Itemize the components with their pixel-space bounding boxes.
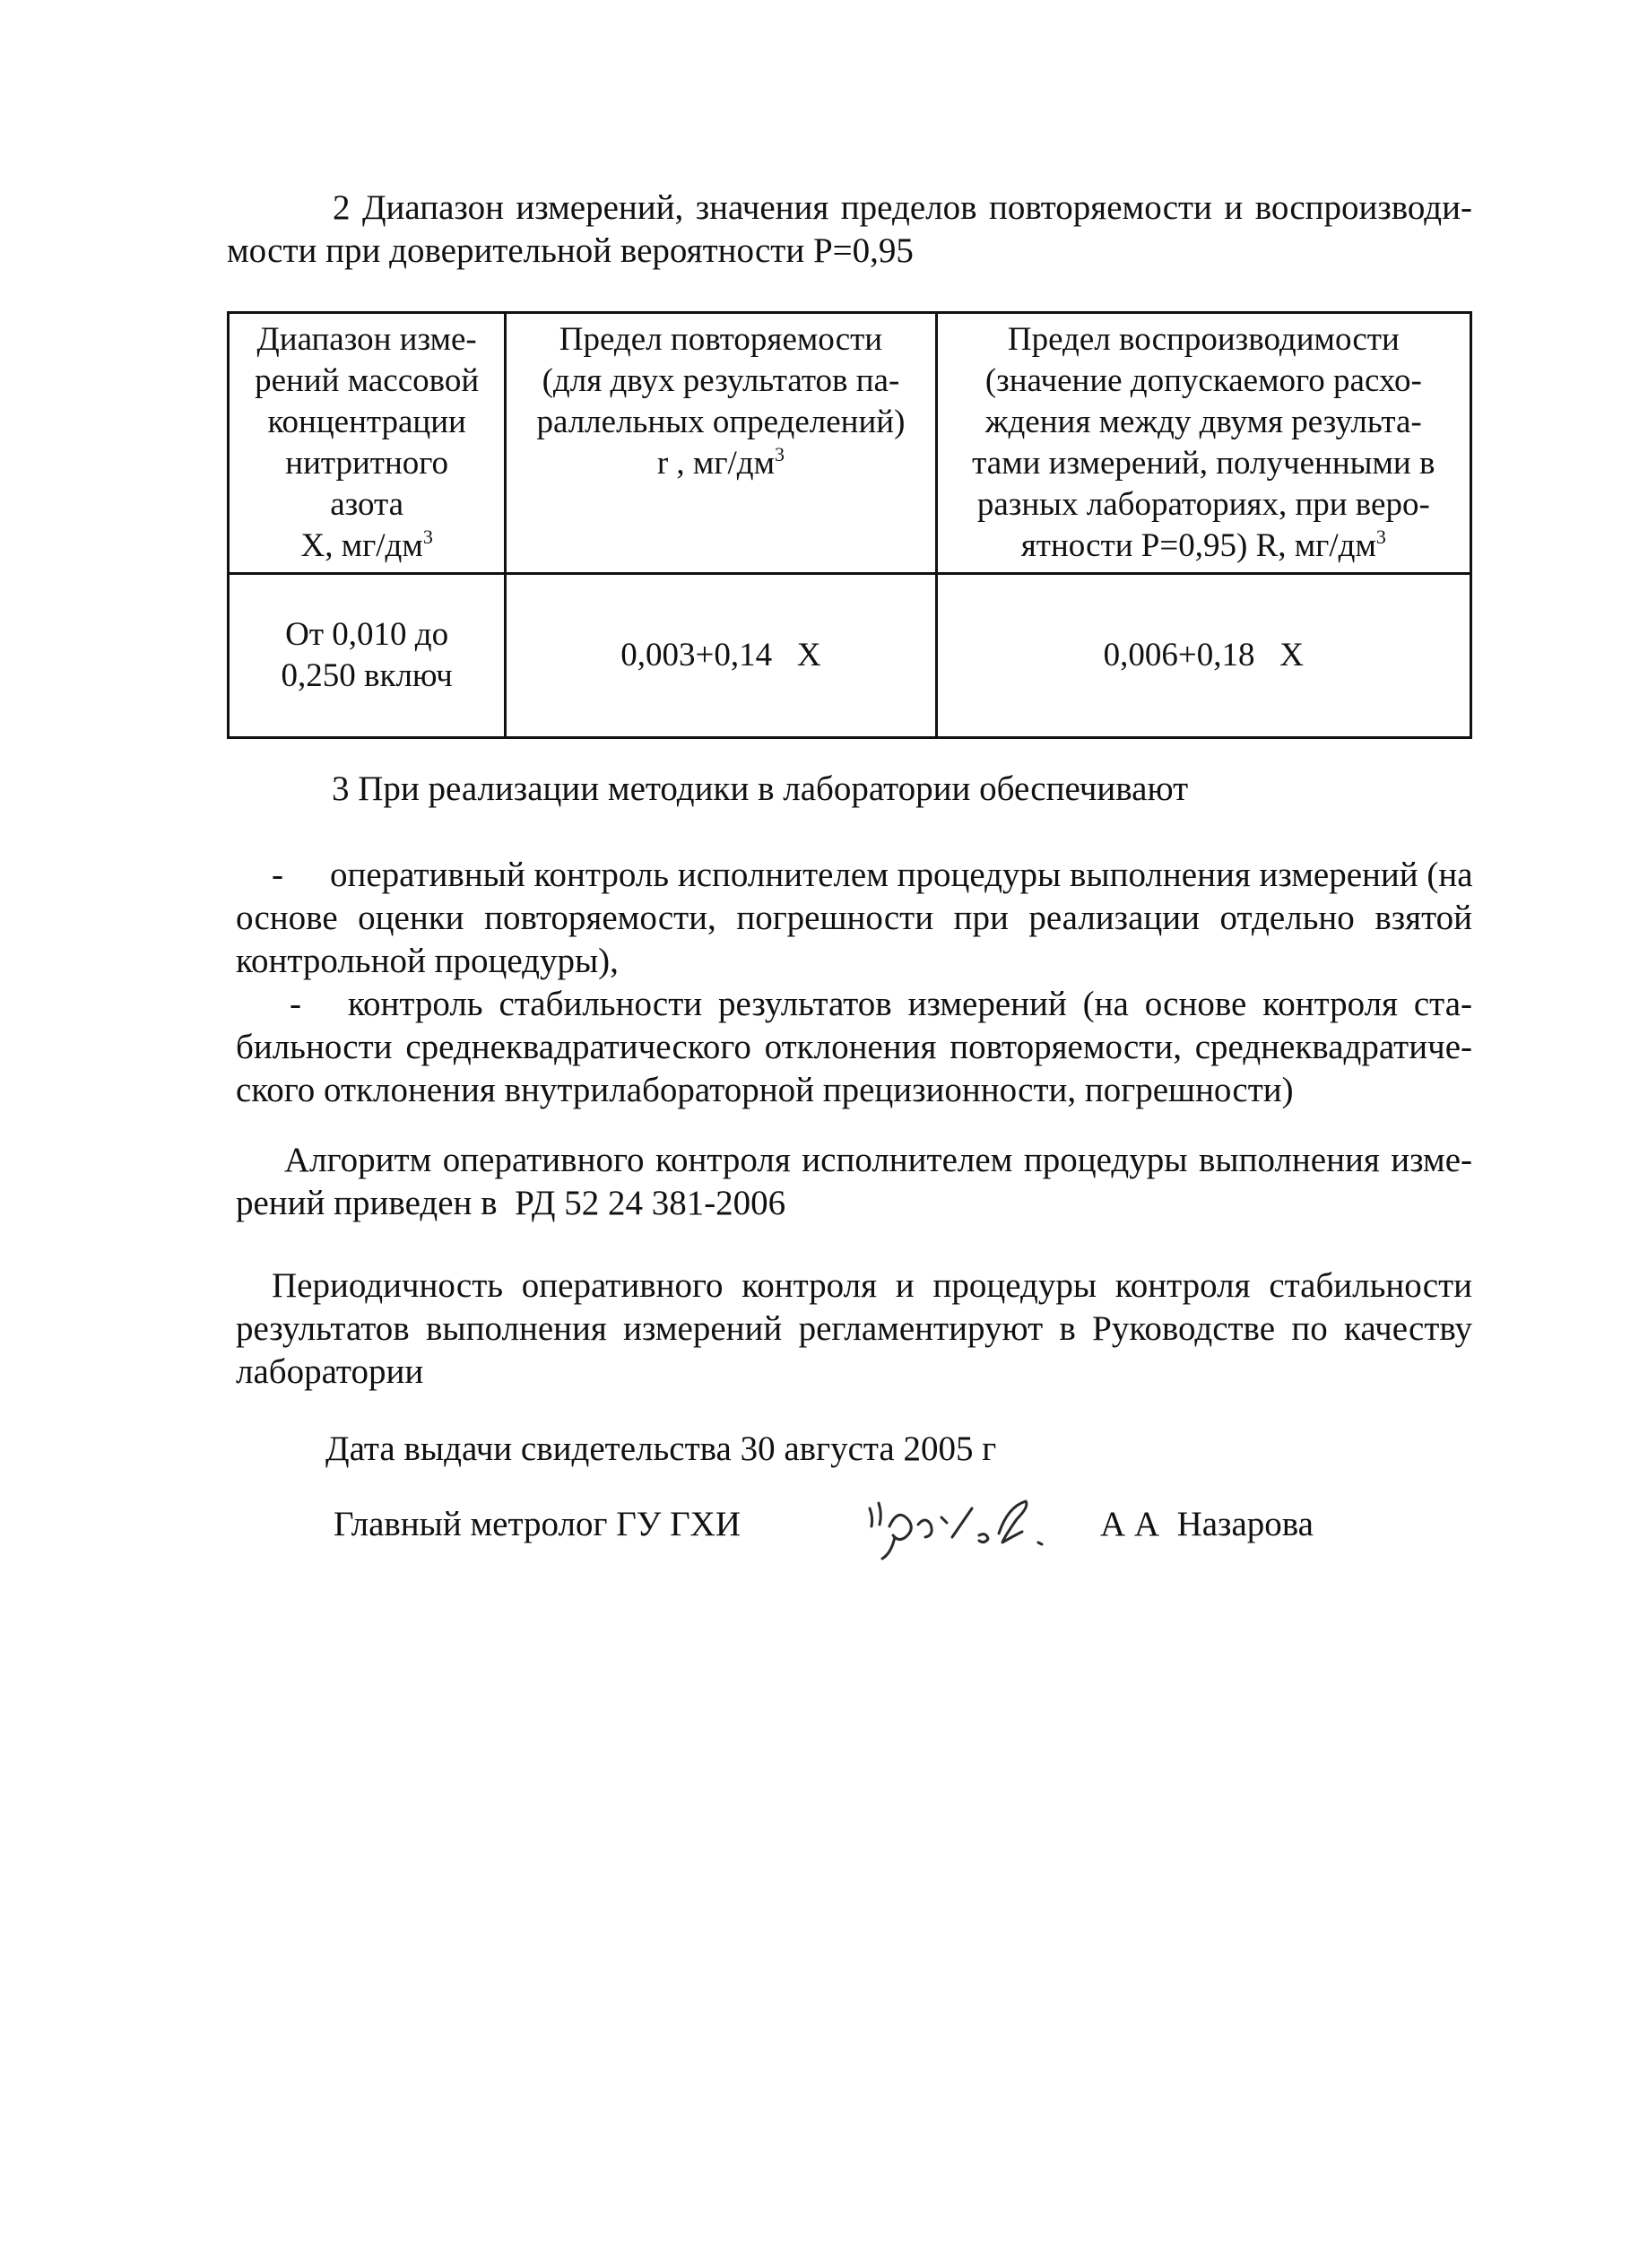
issue-date <box>325 1428 1312 1471</box>
text-line: лаборатории <box>236 1352 424 1391</box>
text-line: 2 Диапазон измерений, значения пределов повторяемости и воспроизводи- <box>333 188 1472 227</box>
algorithm-paragraph <box>236 1139 1472 1225</box>
superscript: 3 <box>775 443 785 465</box>
cell-repeatability <box>506 574 936 738</box>
header-range <box>229 313 506 574</box>
text-line: бильности среднеквадратического отклонения повторяемости, среднеквадратиче- <box>236 1028 1472 1066</box>
table-row <box>229 574 1471 738</box>
section-2-heading <box>227 187 1472 273</box>
handwritten-signature <box>859 1490 1065 1571</box>
header-unit: Х, мг/дм <box>300 527 423 564</box>
text-line: 3 При реализации методики в лаборатории обеспечивают <box>332 769 1189 808</box>
bullet-text: оперативный контроль исполнителем процедуры выполнения измерений (на <box>330 856 1473 894</box>
text-line: контрольной процедуры), <box>236 942 619 980</box>
text-line: результатов выполнения измерений регламентируют в Руководстве по качеству <box>236 1309 1472 1348</box>
signature-block <box>0 1503 1639 1593</box>
text-line <box>236 983 1472 1026</box>
header-line: Предел воспроизводимости <box>1007 321 1400 358</box>
text-line: рений приведен в РД 52 24 381-2006 <box>236 1184 786 1222</box>
header-line: разных лабораториях, при веро- <box>976 486 1430 523</box>
cell-value: 0,003+0,14 Х <box>620 637 821 673</box>
text-line: основе оценки повторяемости, погрешности при реализации отдельно взятой <box>236 899 1472 937</box>
header-line: раллельных определений) <box>536 404 906 440</box>
header-line: ждения между двумя результа- <box>984 404 1422 440</box>
header-line: Предел повторяемости <box>559 321 883 358</box>
cell-reproducibility <box>936 574 1470 738</box>
text-line: Алгоритм оперативного контроля исполнителем процедуры выполнения изме- <box>284 1141 1472 1179</box>
superscript: 3 <box>422 526 433 548</box>
header-line: азота <box>330 486 404 523</box>
header-repeatability <box>506 313 936 574</box>
text-line: ского отклонения внутрилабораторной прецизионности, погрешности) <box>236 1071 1294 1109</box>
superscript: 3 <box>1375 526 1386 548</box>
header-line: концентрации <box>267 404 466 440</box>
limits-table <box>227 311 1472 739</box>
table-header-row <box>229 313 1471 574</box>
header-line: нитритного <box>285 445 449 482</box>
header-line: рений массовой <box>255 362 480 399</box>
header-line: Диапазон изме- <box>256 321 477 358</box>
cell-line: От 0,010 до <box>285 616 449 653</box>
text-line: Периодичность оперативного контроля и процедуры контроля стабильности <box>272 1266 1472 1305</box>
header-line: (для двух результатов па- <box>542 362 900 399</box>
signatory-title: Главный метролог ГУ ГХИ <box>334 1505 741 1543</box>
cell-line: 0,250 включ <box>281 657 453 694</box>
cell-value: 0,006+0,18 Х <box>1103 637 1304 673</box>
header-line <box>237 526 497 567</box>
header-unit: ятности Р=0,95) R, мг/дм <box>1020 527 1376 564</box>
signatory-name: А А Назарова <box>1100 1505 1314 1543</box>
bullet-mark: - <box>290 985 301 1023</box>
bullet-mark: - <box>272 856 283 894</box>
section-3-intro <box>332 768 1479 811</box>
bullet-item <box>236 854 1472 983</box>
header-line <box>514 443 927 484</box>
header-line: тами измерений, полученными в <box>972 445 1435 482</box>
text-line: Дата выдачи свидетельства 30 августа 2005 г <box>325 1429 997 1468</box>
header-line <box>945 526 1462 567</box>
text-line: мости при доверительной вероятности Р=0,95 <box>227 231 914 270</box>
header-unit: r , мг/дм <box>656 445 776 482</box>
text-line <box>236 854 1472 897</box>
header-reproducibility <box>936 313 1470 574</box>
periodicity-paragraph <box>236 1264 1472 1394</box>
cell-range <box>229 574 506 738</box>
header-line: (значение допускаемого расхо- <box>984 362 1422 399</box>
bullet-item <box>236 983 1472 1112</box>
bullet-text: контроль стабильности результатов измерений (на основе контроля ста- <box>348 985 1472 1023</box>
